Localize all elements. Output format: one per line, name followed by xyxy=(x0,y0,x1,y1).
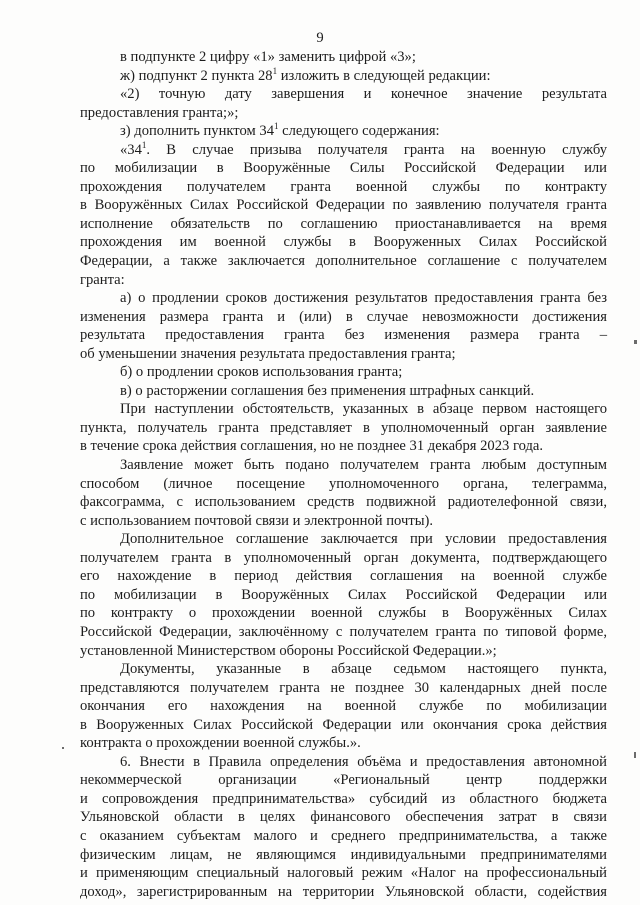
text-line: прохождения получателем гранта военной службы по контракту xyxy=(80,178,607,195)
text-line: получателем гранта в уполномоченный орган документа, подтверждающего xyxy=(80,549,607,566)
text-line: способом (личное посещение уполномоченного органа, телеграмма, xyxy=(80,475,607,492)
text-line: в подпункте 2 цифру «1» заменить цифрой «3»; xyxy=(120,49,416,65)
text-line: и применяющим специальный налоговый режим «Налог на профессиональный xyxy=(80,865,607,882)
document-body xyxy=(80,48,607,901)
text-line: контракта о прохождении военной службы.». xyxy=(80,735,361,752)
text-line: факсограмма, с использованием средств подвижной радиотелефонной связи, xyxy=(80,494,607,511)
text-line: по мобилизации в Вооружённые Силы Российской Федерации или xyxy=(80,160,607,177)
text-line: в) о расторжении соглашения без применения штрафных санкций. xyxy=(120,382,535,399)
scan-speck xyxy=(634,340,637,344)
text-line: з) дополнить пунктом $34^1$ следующего содержания: xyxy=(120,121,440,140)
text-line: Документы, указанные в абзаце седьмом настоящего пункта, xyxy=(120,661,607,678)
text-line: результата предоставления гранта без изменения размера гранта – xyxy=(80,327,607,344)
text-line: установленной Министерством обороны Российской Федерации.»; xyxy=(80,642,497,659)
text-line: по мобилизации в Вооружённых Силах Российской Федерации или xyxy=(80,586,607,603)
text-line: гранта: xyxy=(80,271,125,288)
superscript: 1 xyxy=(274,121,279,132)
superscript: 1 xyxy=(272,65,278,76)
text-line: а) о продлении сроков достижения результатов предоставления гранта без xyxy=(120,290,607,307)
text-line: Ульяновской области в целях финансового обеспечения затрат в связи xyxy=(80,809,607,826)
text-line: об уменьшении значения результата предоставления гранта; xyxy=(80,345,456,362)
text-line: «$34^1$. В случае призыва получателя гранта на военную службу xyxy=(120,139,607,158)
text-line: «2) точную дату завершения и конечное значение результата xyxy=(120,86,607,103)
text-line: Дополнительное соглашение заключается при условии предоставления xyxy=(120,531,607,548)
text-line: изменения размера гранта и (или) в случае невозможности достижения xyxy=(80,308,607,325)
scan-speck xyxy=(634,752,636,758)
text-line: 6. Внести в Правила определения объёма и предоставления автономной xyxy=(120,753,607,770)
text-line: в Вооруженных Силах Российской Федерации или окончания срока действия xyxy=(80,716,607,733)
text-line: Российской Федерации, заключённому с получателем гранта по типовой форме, xyxy=(80,623,607,640)
text-line: в течение срока действия соглашения, но не позднее 31 декабря 2023 года. xyxy=(80,438,544,455)
text-line: некоммерческой организации «Региональный центр поддержки xyxy=(80,772,607,789)
page-number: 9 xyxy=(316,30,324,46)
text-line: с оказанием субъектам малого и среднего предпринимательства, а также xyxy=(80,827,607,844)
text-line: представляются получателем гранта не позднее 30 календарных дней после xyxy=(80,679,607,696)
text-line: б) о продлении сроков использования гранта; xyxy=(120,364,403,381)
text-line: ж) подпункт 2 пункта $28^1$ изложить в следующей редакции: xyxy=(120,65,491,84)
text-line: по контракту о прохождении военной службы в Вооружённых Силах xyxy=(80,605,607,622)
text-line: физическим лицам, не являющимся индивидуальными предпринимателями xyxy=(80,846,607,863)
text-line: и сопровождения предпринимательства» субсидий из областного бюджета xyxy=(80,790,607,807)
text-line: окончания его нахождения на военной службе по мобилизации xyxy=(80,698,607,715)
text-line: в Вооружённых Силах Российской Федерации по заявлению получателя гранта xyxy=(80,197,607,214)
text-line: пункта, получатель гранта представляет в уполномоченный орган заявление xyxy=(80,419,607,436)
text-line: Заявление может быть подано получателем гранта любым доступным xyxy=(120,457,607,474)
text-line: его нахождение в период действия соглашения на военной службе xyxy=(80,568,607,585)
text-line: с использованием почтовой связи и электронной почты). xyxy=(80,512,434,529)
text-line: Федерации, а также заключается дополнительное соглашение с получателем xyxy=(80,253,607,270)
text-line: предоставления гранта;»; xyxy=(80,104,239,121)
superscript: 1 xyxy=(141,139,147,150)
text-line: доход», зарегистрированным на территории Ульяновской области, содействия xyxy=(80,883,607,900)
text-line: прохождения им военной службы в Вооруженных Силах Российской xyxy=(80,234,607,251)
text-line: исполнение обязательств по соглашению приостанавливается на время xyxy=(80,215,607,232)
text-line: При наступлении обстоятельств, указанных в абзаце первом настоящего xyxy=(120,401,607,418)
scan-speck xyxy=(62,747,64,749)
